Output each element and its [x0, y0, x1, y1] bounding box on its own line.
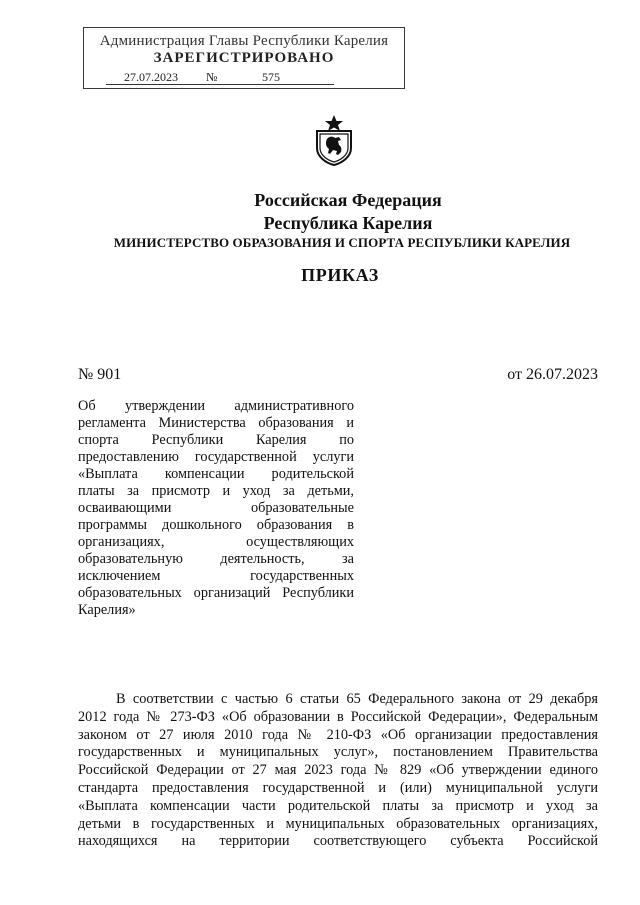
order-date: от 26.07.2023 [507, 366, 598, 383]
stamp-number-sign: № [206, 70, 218, 84]
subject-line: осваивающими образовательные [78, 500, 354, 516]
subject-line: программы дошкольного образования в [78, 517, 354, 533]
stamp-registration-row [84, 70, 404, 88]
order-subject [78, 398, 354, 619]
stamp-underline [106, 84, 334, 85]
country-title: Российская Федерация [254, 190, 442, 210]
body-line: 2012 года № 273-ФЗ «Об образовании в Российской Федерации», Федеральным [78, 708, 598, 725]
subject-line: платы за присмотр и уход за детьми, [78, 483, 354, 499]
body-line: стандарта предоставления государственной и (или) муниципальной услуги [78, 779, 598, 796]
order-body-paragraph [78, 691, 598, 851]
subject-line: Карелия» [78, 602, 136, 618]
body-line: государственных и муниципальных услуг», постановлением Правительства [78, 744, 598, 761]
republic-title: Республика Карелия [263, 213, 433, 233]
coat-of-arms-icon [314, 114, 354, 166]
subject-line: регламента Министерства образования и [78, 415, 354, 431]
body-line: «Выплата компенсации части родительской платы за присмотр и уход за [78, 797, 598, 814]
order-number: № 901 [78, 366, 122, 383]
body-line: Российской Федерации от 27 мая 2023 года № 829 «Об утверждении единого [78, 762, 598, 779]
subject-line: организациях, осуществляющих [78, 534, 354, 550]
subject-line: исключением государственных [78, 568, 354, 584]
ministry-title: МИНИСТЕРСТВО ОБРАЗОВАНИЯ И СПОРТА РЕСПУБЛИКИ КАРЕЛИЯ [113, 235, 571, 250]
stamp-date: 27.07.2023 [124, 70, 178, 84]
body-line: законом от 27 июля 2010 года № 210-ФЗ «Об организации предоставления [78, 726, 598, 743]
subject-line: предоставлению государственной услуги [78, 449, 354, 465]
subject-line: спорта Республики Карелия по [78, 432, 354, 448]
subject-line: образовательную деятельность, за [78, 551, 354, 567]
body-line: находящихся на территории соответствующего субъекта Российской [78, 833, 598, 850]
subject-line: Об утверждении административного [78, 398, 354, 414]
document-type-title: ПРИКАЗ [301, 265, 379, 285]
body-line: детьми в государственных и муниципальных образовательных организациях, [78, 815, 598, 832]
body-line: В соответствии с частью 6 статьи 65 Федерального закона от 29 декабря [116, 691, 598, 707]
stamp-registered-label: ЗАРЕГИСТРИРОВАНО [153, 50, 335, 66]
stamp-authority: Администрация Главы Республики Карелия [99, 33, 389, 49]
stamp-number: 575 [262, 70, 280, 84]
subject-line: «Выплата компенсации родительской [78, 466, 354, 482]
subject-line: образовательных организаций Республики [78, 585, 354, 601]
registration-stamp [83, 27, 405, 89]
